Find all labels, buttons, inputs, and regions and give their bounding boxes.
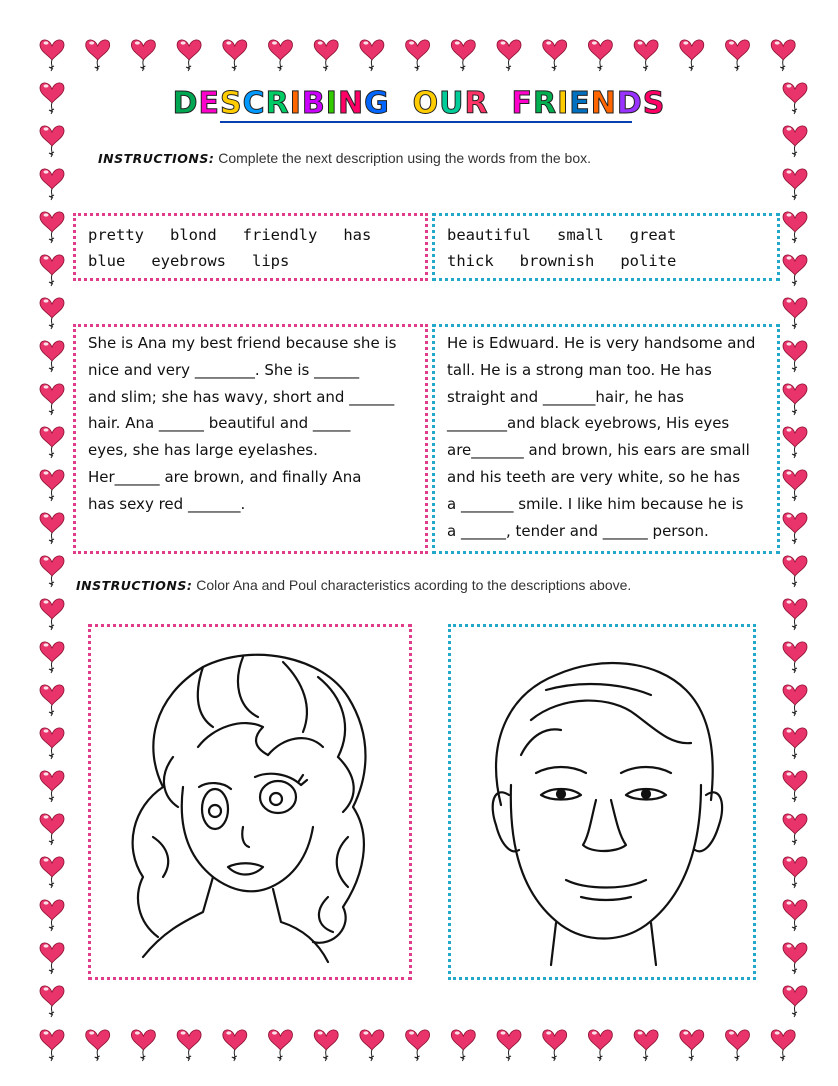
heart-balloon-icon — [634, 40, 658, 71]
ana-description — [73, 324, 428, 554]
heart-balloon-icon — [40, 943, 64, 974]
heart-balloon-icon — [680, 40, 704, 71]
instructions-label: INSTRUCTIONS: — [98, 151, 215, 166]
title-letter: I — [325, 86, 338, 121]
title-letter: G — [364, 86, 390, 121]
heart-balloon-icon — [783, 986, 807, 1017]
heart-balloon-icon — [40, 40, 64, 71]
heart-balloon-icon — [680, 1030, 704, 1061]
heart-balloon-icon — [40, 1030, 64, 1061]
heart-balloon-icon — [497, 40, 521, 71]
heart-balloon-icon — [40, 126, 64, 157]
heart-balloon-icon — [86, 40, 110, 71]
heart-balloon-icon — [783, 728, 807, 759]
title-letter: D — [172, 86, 199, 121]
heart-balloon-icon — [783, 212, 807, 243]
heart-balloon-icon — [783, 126, 807, 157]
heart-balloon-icon — [783, 298, 807, 329]
title-letter — [500, 86, 511, 121]
heart-balloon-icon — [40, 771, 64, 802]
heart-balloon-icon — [177, 40, 201, 71]
heart-balloon-icon — [40, 814, 64, 845]
heart-balloon-icon — [131, 1030, 155, 1061]
text-line: nice and very ________. She is ______ — [88, 360, 360, 379]
heart-balloon-icon — [783, 857, 807, 888]
title-letter: F — [511, 86, 533, 121]
heart-balloon-icon — [40, 642, 64, 673]
heart-balloon-icon — [783, 599, 807, 630]
page-title — [0, 86, 838, 121]
title-letter: N — [590, 86, 617, 121]
heart-balloon-icon — [783, 169, 807, 200]
title-letter: S — [642, 86, 666, 121]
text-line: tall. He is a strong man too. He has — [447, 360, 712, 379]
heart-balloon-icon — [783, 771, 807, 802]
heart-balloon-icon — [783, 470, 807, 501]
heart-balloon-icon — [314, 40, 338, 71]
text-line: are_______ and brown, his ears are small — [447, 441, 750, 460]
heart-balloon-icon — [783, 427, 807, 458]
heart-balloon-icon — [783, 556, 807, 587]
heart-balloon-icon — [40, 470, 64, 501]
heart-balloon-icon — [634, 1030, 658, 1061]
instructions-text: Complete the next description using the words from the box. — [214, 150, 591, 166]
heart-balloon-icon — [40, 341, 64, 372]
heart-balloon-icon — [223, 1030, 247, 1061]
text-line: a ______, tender and ______ person. — [447, 521, 709, 540]
right-word: brownish — [519, 252, 595, 270]
instructions-label-2: INSTRUCTIONS: — [76, 578, 193, 593]
heart-balloon-icon — [177, 1030, 201, 1061]
title-letter: S — [219, 86, 243, 121]
right-word: great — [629, 226, 677, 244]
left-word: eyebrows — [151, 252, 226, 270]
title-underline — [220, 121, 632, 123]
instructions-color — [76, 577, 631, 593]
heart-balloon-icon — [40, 212, 64, 243]
heart-balloon-icon — [783, 814, 807, 845]
text-line: and his teeth are very white, so he has — [447, 467, 741, 486]
word-box-left — [73, 213, 428, 281]
instructions-complete — [98, 150, 591, 166]
text-line: She is Ana my best friend because she is — [88, 334, 397, 352]
heart-balloon-icon — [360, 1030, 384, 1061]
text-line: Her______ are brown, and finally Ana — [88, 467, 362, 486]
left-word: friendly — [242, 226, 318, 244]
word-box-right — [432, 213, 780, 281]
left-word: blond — [170, 226, 217, 244]
heart-balloon-icon — [406, 40, 430, 71]
heart-balloon-icon — [588, 1030, 612, 1061]
boy-face-drawing — [461, 635, 746, 970]
left-word: pretty — [88, 226, 144, 244]
heart-balloon-icon — [223, 40, 247, 71]
title-letter — [390, 86, 401, 121]
heart-balloon-icon — [269, 40, 293, 71]
title-letter: R — [464, 86, 489, 121]
heart-balloon-icon — [783, 384, 807, 415]
right-word: beautiful — [447, 226, 531, 244]
text-line: eyes, she has large eyelashes. — [88, 441, 318, 460]
heart-balloon-icon — [40, 255, 64, 286]
heart-balloon-icon — [40, 857, 64, 888]
title-letter: C — [242, 86, 266, 121]
left-word: lips — [251, 252, 290, 270]
heart-balloon-icon — [269, 1030, 293, 1061]
heart-balloon-icon — [314, 1030, 338, 1061]
heart-balloon-icon — [726, 40, 750, 71]
left-word: has — [343, 226, 372, 244]
heart-balloon-icon — [360, 40, 384, 71]
right-word: thick — [447, 252, 494, 270]
heart-balloon-icon — [726, 1030, 750, 1061]
left-word: blue — [88, 252, 126, 270]
heart-balloon-icon — [771, 40, 795, 71]
heart-balloon-icon — [406, 1030, 430, 1061]
right-word: polite — [620, 252, 677, 270]
title-letter: B — [301, 86, 326, 121]
text-line: has sexy red _______. — [88, 494, 246, 513]
heart-balloon-icon — [543, 40, 567, 71]
text-line: ________and black eyebrows, His eyes — [447, 414, 730, 433]
right-word: small — [557, 226, 604, 244]
heart-balloon-icon — [783, 642, 807, 673]
title-letter: I — [289, 86, 302, 121]
title-letter: E — [198, 86, 220, 121]
text-line: He is Edwuard. He is very handsome and — [447, 334, 756, 352]
heart-balloon-icon — [40, 986, 64, 1017]
title-letter: R — [265, 86, 290, 121]
title-letter: E — [569, 86, 591, 121]
title-letter: R — [533, 86, 558, 121]
girl-face-drawing — [103, 637, 399, 967]
title-letter — [489, 86, 500, 121]
heart-balloon-icon — [783, 255, 807, 286]
text-line: a _______ smile. I like him because he is — [447, 494, 744, 513]
heart-balloon-icon — [451, 1030, 475, 1061]
heart-balloon-icon — [40, 599, 64, 630]
text-line: straight and _______hair, he has — [447, 387, 684, 406]
heart-balloon-icon — [40, 169, 64, 200]
text-line: hair. Ana ______ beautiful and _____ — [88, 414, 351, 433]
heart-balloon-icon — [40, 685, 64, 716]
heart-balloon-icon — [40, 513, 64, 544]
heart-balloon-icon — [131, 40, 155, 71]
heart-balloon-icon — [451, 40, 475, 71]
heart-balloon-icon — [40, 298, 64, 329]
title-letter: N — [337, 86, 365, 121]
title-letter: U — [439, 86, 465, 121]
text-line: and slim; she has wavy, short and ______ — [88, 387, 395, 406]
ana-picture-frame — [88, 624, 412, 980]
heart-balloon-icon — [771, 1030, 795, 1061]
title-letter: D — [616, 86, 643, 121]
heart-balloon-icon — [40, 427, 64, 458]
heart-balloon-icon — [86, 1030, 110, 1061]
heart-balloon-icon — [40, 900, 64, 931]
edward-description — [432, 324, 780, 554]
heart-balloon-icon — [40, 384, 64, 415]
title-letter: O — [412, 86, 440, 121]
heart-balloon-icon — [497, 1030, 521, 1061]
heart-balloon-icon — [783, 943, 807, 974]
heart-balloon-icon — [783, 900, 807, 931]
heart-balloon-icon — [783, 341, 807, 372]
heart-balloon-icon — [783, 513, 807, 544]
heart-balloon-icon — [40, 556, 64, 587]
heart-balloon-icon — [783, 685, 807, 716]
edward-picture-frame — [448, 624, 756, 980]
heart-balloon-icon — [588, 40, 612, 71]
heart-balloon-icon — [40, 728, 64, 759]
instructions-text-2: Color Ana and Poul characteristics acording to the descriptions above. — [192, 577, 632, 593]
title-letter: I — [557, 86, 570, 121]
title-letter — [401, 86, 412, 121]
heart-balloon-icon — [543, 1030, 567, 1061]
